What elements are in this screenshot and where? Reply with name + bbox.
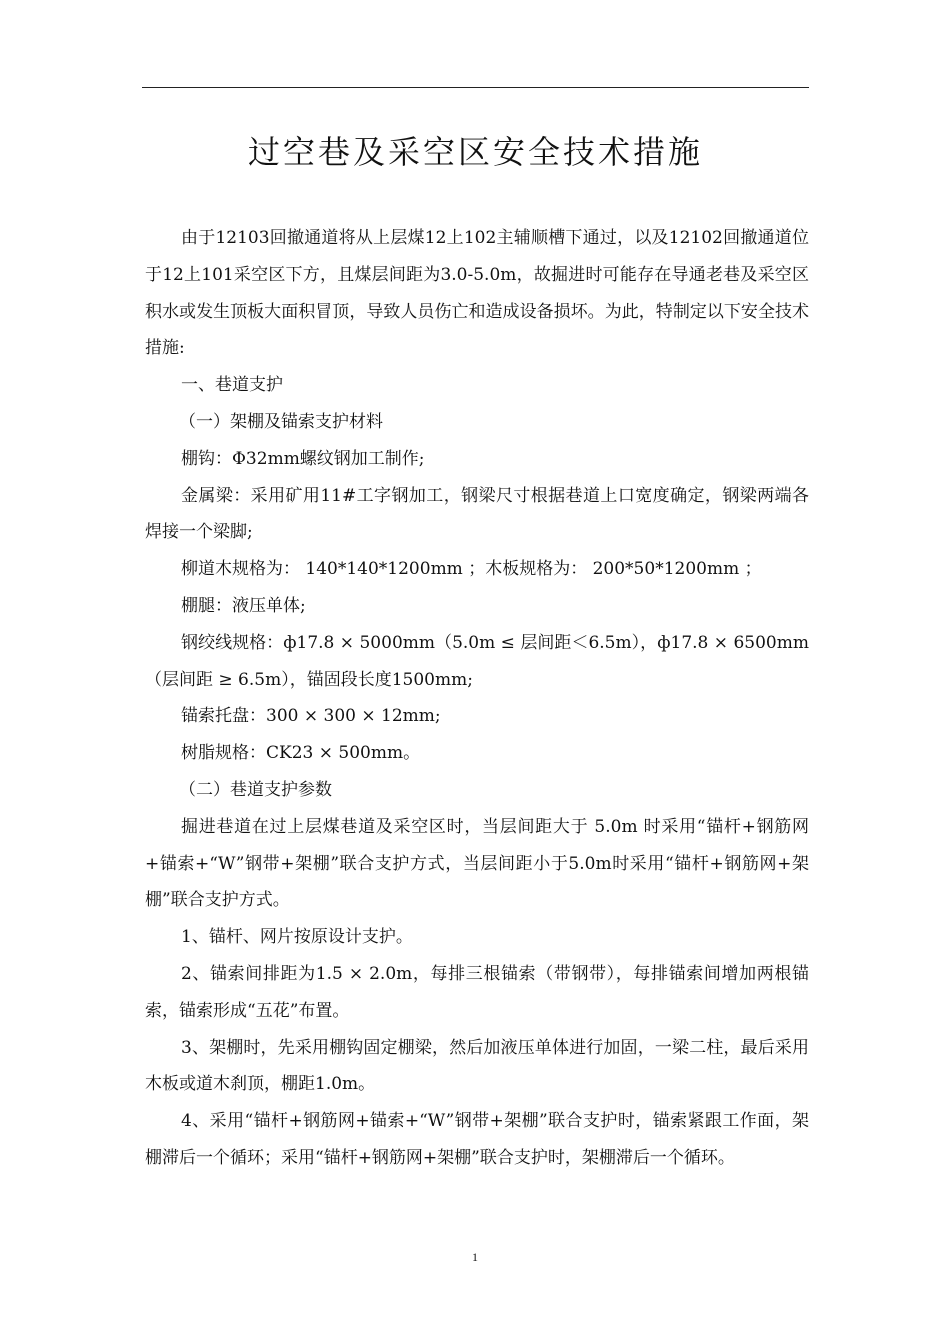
section-heading-support: 一、巷道支护 [181,375,283,396]
list-item-4: 4、采用“锚杆+钢筋网+锚索+“W”钢带+架棚”联合支护时，锚索紧跟工作面，架棚滞后一个循环；采用“锚杆+钢筋网+架棚”联合支护时，架棚滞后一个循环。 [145,1111,809,1168]
item-prop-leg: 棚腿：液压单体; [181,595,306,616]
page-number: 1 [472,1250,478,1264]
header-rule [142,87,809,88]
list-item-3: 3、架棚时，先采用棚钩固定棚梁，然后加液压单体进行加固，一梁二柱，最后采用木板或道木刹顶，棚距1.0m。 [145,1037,809,1095]
item-timber-spec: 柳道木规格为： 140*140*1200mm ；木板规格为： 200*50*1200mm ； [181,559,762,580]
intro-paragraph: 由于12103回撤通道将从上层煤12上102主辅顺槽下通过，以及12102回撤通道位于12上101采空区下方，且煤层间距为3.0-5.0m，故掘进时可能存在导通老巷及采空区积水或发生顶板大面积冒顶，导致人员伤亡和造成设备损坏。为此，特制定以下安全技术措施: [145,228,809,359]
subsection-heading-materials: （一）架棚及锚索支护材料 [179,411,383,432]
item-metal-beam: 金属梁：采用矿用11#工字钢加工，钢梁尺寸根据巷道上口宽度确定，钢梁两端各焊接一个梁脚; [145,485,809,543]
document-body [145,220,809,1177]
subsection-heading-parameters: （二）巷道支护参数 [179,779,332,800]
parameters-paragraph: 掘进巷道在过上层煤巷道及采空区时，当层间距大于 5.0m 时采用“锚杆+钢筋网+锚索+“W”钢带+架棚”联合支护方式，当层间距小于5.0m时采用“锚杆+钢筋网+架棚”联合支护方式。 [145,816,809,911]
item-hook: 棚钩：Φ32mm螺纹钢加工制作; [181,448,425,469]
document-title: 过空巷及采空区安全技术措施 [247,133,703,171]
list-item-1: 1、锚杆、网片按原设计支护。 [181,927,413,948]
item-cable-tray: 锚索托盘：300 × 300 × 12mm; [181,706,441,727]
item-resin-spec: 树脂规格：CK23 × 500mm。 [181,743,421,764]
item-strand-spec: 钢绞线规格：ф17.8 × 5000mm（5.0m ≤ 层间距＜6.5m），ф17.8 × 6500mm（层间距 ≥ 6.5m），锚固段长度1500mm; [145,632,809,690]
list-item-2: 2、锚索间排距为1.5 × 2.0m，每排三根锚索（带钢带），每排锚索间增加两根锚索，锚索形成“五花”布置。 [145,963,809,1021]
